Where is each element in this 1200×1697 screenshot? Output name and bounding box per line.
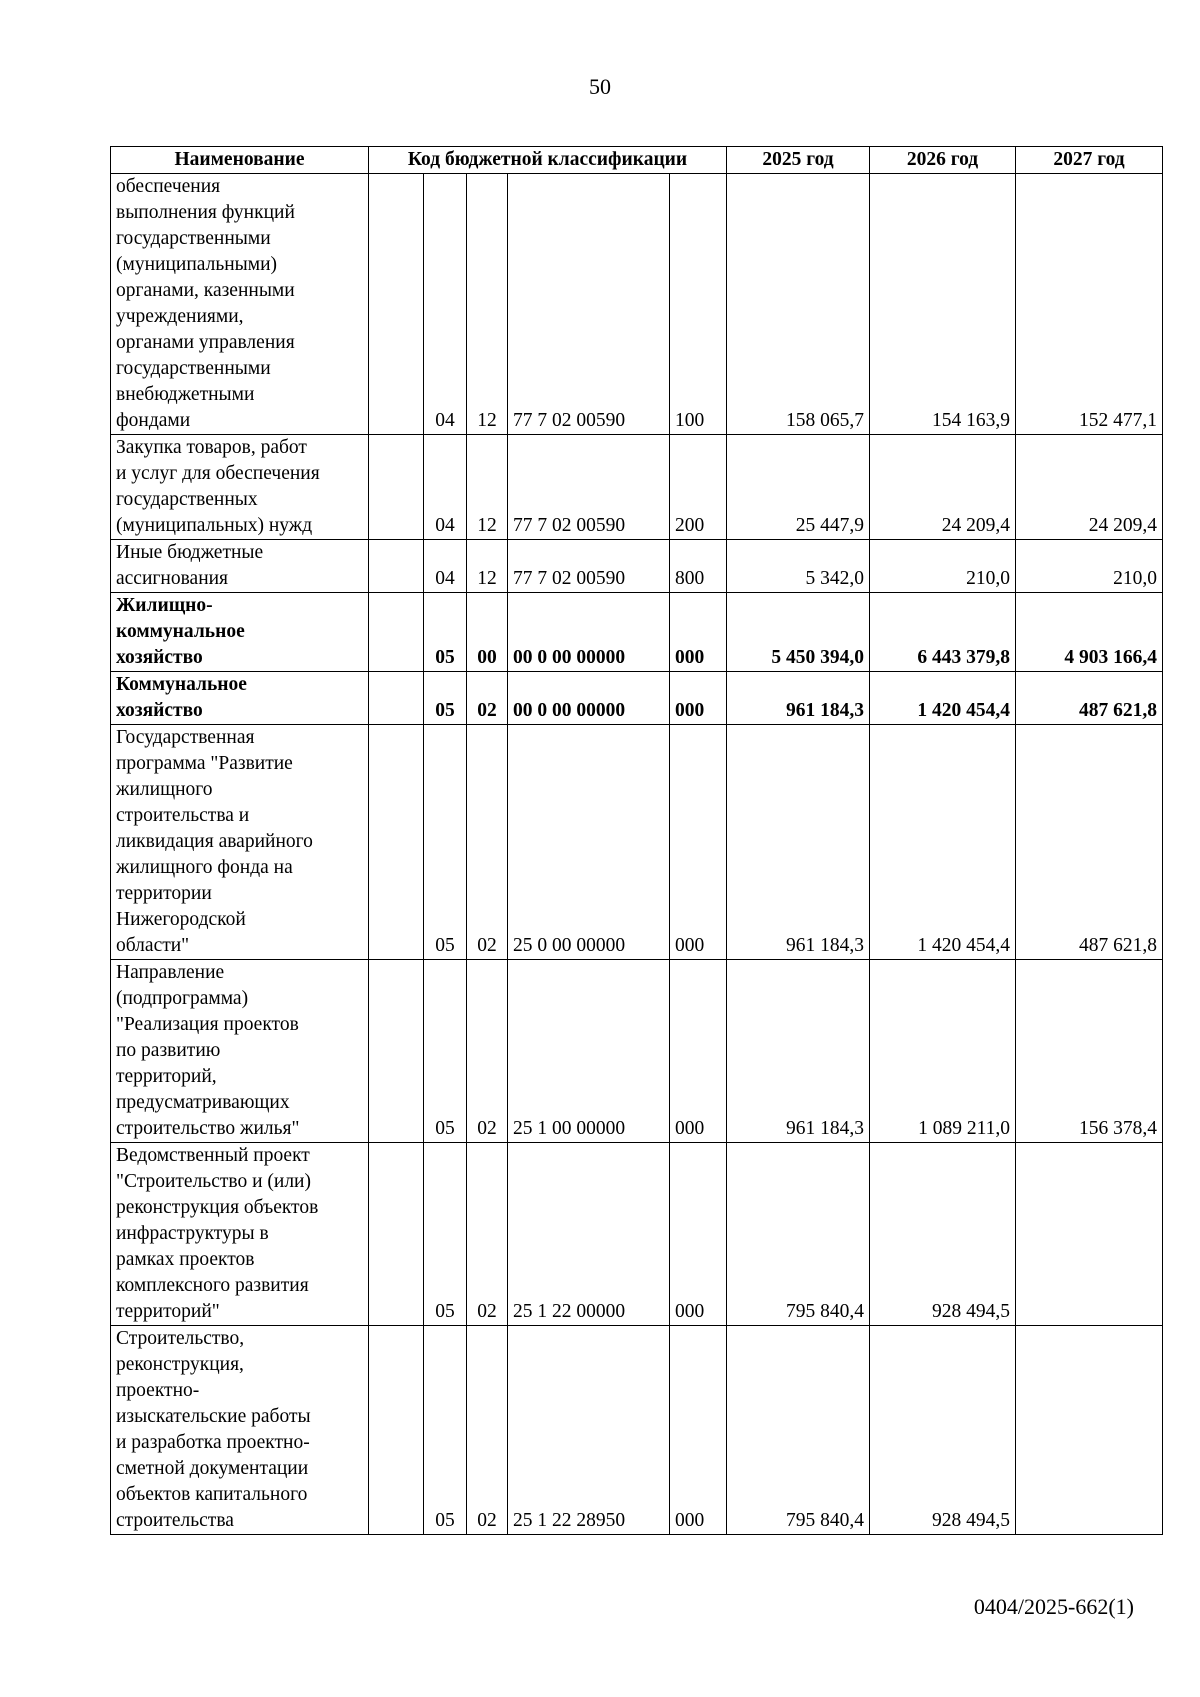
header-2025: 2025 год <box>727 147 870 174</box>
row-amount-2026: 1 420 454,4 <box>870 725 1016 960</box>
budget-table <box>110 146 1163 1535</box>
row-target-code: 25 1 00 00000 <box>508 960 670 1143</box>
row-amount-2027 <box>1016 1326 1163 1535</box>
table-row <box>111 672 1163 725</box>
row-name-line: инфраструктуры в <box>116 1223 269 1244</box>
row-subsection-code: 02 <box>467 960 508 1143</box>
row-target-code: 00 0 00 00000 <box>508 672 670 725</box>
table-body <box>111 174 1163 1535</box>
row-target-code: 77 7 02 00590 <box>508 174 670 435</box>
row-section-code: 05 <box>424 725 467 960</box>
row-section-code: 04 <box>424 540 467 593</box>
row-amount-2025: 5 342,0 <box>727 540 870 593</box>
row-name-line: Направление <box>116 962 225 983</box>
header-2027: 2027 год <box>1016 147 1163 174</box>
row-amount-2027: 156 378,4 <box>1016 960 1163 1143</box>
row-amount-2027: 487 621,8 <box>1016 725 1163 960</box>
row-amount-2027: 24 209,4 <box>1016 435 1163 540</box>
row-amount-2027 <box>1016 1143 1163 1326</box>
row-spacer-cell <box>369 725 424 960</box>
row-amount-2025: 795 840,4 <box>727 1326 870 1535</box>
row-name-line: Жилищно- <box>116 595 213 616</box>
row-spacer-cell <box>369 540 424 593</box>
row-name-line: ликвидация аварийного <box>116 831 313 852</box>
row-subsection-code: 02 <box>467 1143 508 1326</box>
row-name <box>111 174 369 435</box>
page-number: 50 <box>589 74 611 99</box>
row-name-line: внебюджетными <box>116 384 255 405</box>
row-name-line: комплексного развития <box>116 1275 309 1296</box>
row-name-line: проектно- <box>116 1380 200 1401</box>
row-amount-2026: 210,0 <box>870 540 1016 593</box>
row-name <box>111 672 369 725</box>
row-spacer-cell <box>369 174 424 435</box>
row-name-line: органами, казенными <box>116 280 295 301</box>
row-name-line: Коммунальное <box>116 674 247 695</box>
row-target-code: 00 0 00 00000 <box>508 593 670 672</box>
row-amount-2025: 961 184,3 <box>727 672 870 725</box>
row-amount-2025: 961 184,3 <box>727 960 870 1143</box>
row-section-code: 04 <box>424 174 467 435</box>
row-name-line: территорий, <box>116 1066 217 1087</box>
row-name-line: строительства и <box>116 805 250 826</box>
row-name-line: предусматривающих <box>116 1092 290 1113</box>
row-target-code: 25 0 00 00000 <box>508 725 670 960</box>
row-name-line: строительства <box>116 1510 234 1531</box>
row-amount-2025: 25 447,9 <box>727 435 870 540</box>
row-target-code: 25 1 22 00000 <box>508 1143 670 1326</box>
document-id: 0404/2025-662(1) <box>973 1594 1134 1619</box>
table-row <box>111 540 1163 593</box>
row-name-line: Нижегородской <box>116 909 246 930</box>
row-amount-2027: 487 621,8 <box>1016 672 1163 725</box>
row-spacer-cell <box>369 1143 424 1326</box>
row-name-line: Закупка товаров, работ <box>116 437 307 458</box>
row-name-line: коммунальное <box>116 621 245 642</box>
row-name-line: программа "Развитие <box>116 753 293 774</box>
row-name-line: Иные бюджетные <box>116 542 264 563</box>
row-name-line: жилищного фонда на <box>116 857 293 878</box>
table-row <box>111 1143 1163 1326</box>
row-expense-code: 800 <box>670 540 727 593</box>
row-name-line: "Строительство и (или) <box>116 1171 311 1192</box>
row-name-line: территорий" <box>116 1301 220 1322</box>
row-name <box>111 540 369 593</box>
row-amount-2026: 928 494,5 <box>870 1326 1016 1535</box>
table-row <box>111 1326 1163 1535</box>
row-name-line: государственными <box>116 228 271 249</box>
row-name-line: объектов капитального <box>116 1484 308 1505</box>
row-name <box>111 435 369 540</box>
row-amount-2026: 1 089 211,0 <box>870 960 1016 1143</box>
row-expense-code: 000 <box>670 1326 727 1535</box>
row-name-line: рамках проектов <box>116 1249 255 1270</box>
row-name-line: ассигнования <box>116 568 229 589</box>
row-name <box>111 593 369 672</box>
row-name-line: реконструкция объектов <box>116 1197 319 1218</box>
row-name-line: изыскательские работы <box>116 1406 311 1427</box>
row-spacer-cell <box>369 672 424 725</box>
row-section-code: 05 <box>424 960 467 1143</box>
row-name-line: строительство жилья" <box>116 1118 300 1139</box>
row-subsection-code: 12 <box>467 174 508 435</box>
row-expense-code: 000 <box>670 672 727 725</box>
row-subsection-code: 02 <box>467 672 508 725</box>
row-section-code: 05 <box>424 1326 467 1535</box>
row-name-line: Строительство, <box>116 1328 245 1349</box>
row-section-code: 05 <box>424 593 467 672</box>
row-spacer-cell <box>369 960 424 1143</box>
row-name <box>111 1143 369 1326</box>
row-amount-2026: 6 443 379,8 <box>870 593 1016 672</box>
row-spacer-cell <box>369 435 424 540</box>
row-name-line: государственных <box>116 489 258 510</box>
row-target-code: 25 1 22 28950 <box>508 1326 670 1535</box>
row-name-line: государственными <box>116 358 271 379</box>
row-subsection-code: 00 <box>467 593 508 672</box>
row-amount-2027: 4 903 166,4 <box>1016 593 1163 672</box>
row-section-code: 05 <box>424 1143 467 1326</box>
row-amount-2025: 5 450 394,0 <box>727 593 870 672</box>
row-name-line: и услуг для обеспечения <box>116 463 320 484</box>
header-code: Код бюджетной классификации <box>369 147 727 174</box>
row-name-line: фондами <box>116 410 191 431</box>
row-amount-2026: 154 163,9 <box>870 174 1016 435</box>
row-name-line: обеспечения <box>116 176 221 197</box>
row-amount-2026: 1 420 454,4 <box>870 672 1016 725</box>
header-name: Наименование <box>111 147 369 174</box>
row-name-line: "Реализация проектов <box>116 1014 299 1035</box>
row-spacer-cell <box>369 593 424 672</box>
table-row <box>111 435 1163 540</box>
row-name-line: Ведомственный проект <box>116 1145 310 1166</box>
table-row <box>111 960 1163 1143</box>
row-expense-code: 000 <box>670 593 727 672</box>
header-2026: 2026 год <box>870 147 1016 174</box>
row-subsection-code: 12 <box>467 435 508 540</box>
row-expense-code: 000 <box>670 960 727 1143</box>
row-name-line: жилищного <box>116 779 213 800</box>
row-amount-2027: 152 477,1 <box>1016 174 1163 435</box>
row-name-line: хозяйство <box>116 647 203 668</box>
row-amount-2026: 24 209,4 <box>870 435 1016 540</box>
row-spacer-cell <box>369 1326 424 1535</box>
row-name-line: хозяйство <box>116 700 203 721</box>
row-name-line: и разработка проектно- <box>116 1432 310 1453</box>
row-expense-code: 000 <box>670 1143 727 1326</box>
row-name-line: (муниципальных) нужд <box>116 515 313 536</box>
table-header-row <box>111 147 1163 174</box>
row-subsection-code: 02 <box>467 725 508 960</box>
row-name <box>111 960 369 1143</box>
row-name-line: области" <box>116 935 190 956</box>
row-name <box>111 725 369 960</box>
row-section-code: 05 <box>424 672 467 725</box>
row-target-code: 77 7 02 00590 <box>508 435 670 540</box>
row-amount-2025: 795 840,4 <box>727 1143 870 1326</box>
row-name-line: (муниципальными) <box>116 254 278 275</box>
row-expense-code: 200 <box>670 435 727 540</box>
row-name-line: выполнения функций <box>116 202 295 223</box>
row-subsection-code: 02 <box>467 1326 508 1535</box>
row-name-line: территории <box>116 883 212 904</box>
row-amount-2025: 158 065,7 <box>727 174 870 435</box>
row-expense-code: 100 <box>670 174 727 435</box>
row-subsection-code: 12 <box>467 540 508 593</box>
row-amount-2025: 961 184,3 <box>727 725 870 960</box>
row-name-line: органами управления <box>116 332 295 353</box>
table-row <box>111 174 1163 435</box>
row-name-line: Государственная <box>116 727 255 748</box>
row-name-line: сметной документации <box>116 1458 309 1479</box>
row-name-line: (подпрограмма) <box>116 988 249 1009</box>
row-target-code: 77 7 02 00590 <box>508 540 670 593</box>
row-expense-code: 000 <box>670 725 727 960</box>
row-name <box>111 1326 369 1535</box>
row-amount-2026: 928 494,5 <box>870 1143 1016 1326</box>
row-amount-2027: 210,0 <box>1016 540 1163 593</box>
row-name-line: реконструкция, <box>116 1354 244 1375</box>
row-name-line: учреждениями, <box>116 306 244 327</box>
row-name-line: по развитию <box>116 1040 221 1061</box>
row-section-code: 04 <box>424 435 467 540</box>
table-row <box>111 725 1163 960</box>
table-row <box>111 593 1163 672</box>
